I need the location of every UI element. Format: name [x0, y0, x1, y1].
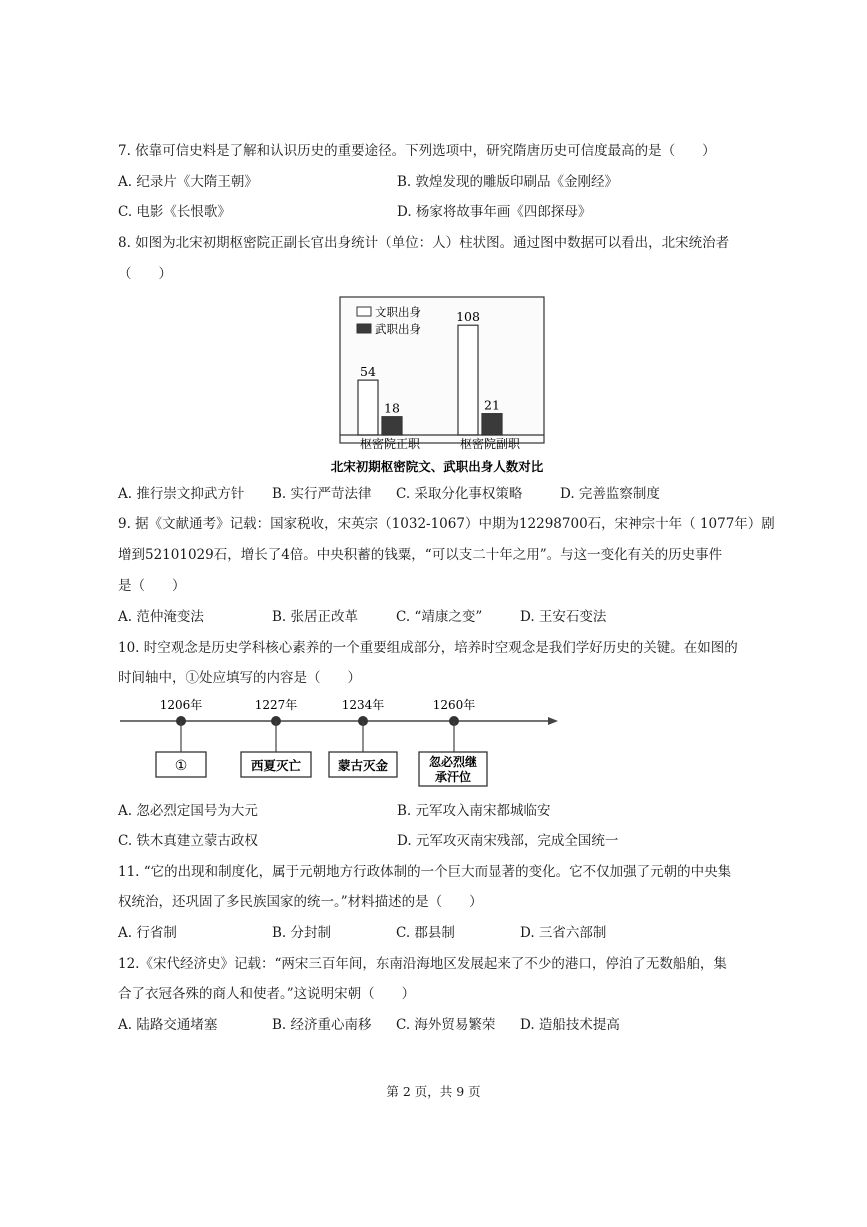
data-label-21: 21: [484, 397, 500, 413]
data-label-18: 18: [384, 400, 400, 416]
q9-stem-line2: 增到52101029石，增长了4倍。中央积蓄的钱粟，“可以支二十年之用”。与这一变化有关的历史事件: [118, 547, 723, 563]
q11-option-d: D. 三省六部制: [520, 925, 607, 941]
legend-label-military: 武职出身: [375, 322, 421, 336]
q12-option-c: C. 海外贸易繁荣: [396, 1017, 496, 1033]
q11-option-a: A. 行省制: [118, 925, 177, 941]
timeline: [118, 696, 564, 788]
q12-stem-line1: 12.《宋代经济史》记载：“两宋三百年间，东南沿海地区发展起来了不少的港口，停泊了无数船舶，集: [118, 956, 727, 972]
year-1227: 1227年: [254, 698, 298, 712]
q9-stem-line3: 是（ ）: [118, 578, 186, 594]
q10-stem-line1: 10. 时空观念是历史学科核心素养的一个重要组成部分，培养时空观念是我们学好历史的关键。在如图的: [118, 640, 738, 656]
timeline-svg: [118, 696, 564, 788]
year-1206: 1206年: [159, 698, 203, 712]
bar-civil-fuzhi: [458, 325, 478, 435]
q8-option-a: A. 推行崇文抑武方针: [118, 486, 245, 502]
q10-option-a: A. 忽必烈定国号为大元: [118, 803, 258, 819]
q7-stem: 7. 依靠可信史料是了解和认识历史的重要途径。下列选项中，研究隋唐历史可信度最高的是（ ）: [118, 143, 716, 159]
bar-civil-zhengzhi: [358, 380, 378, 435]
event-label-kublai-line2: 承汗位: [434, 770, 472, 784]
event-label-circle-1: ①: [174, 758, 188, 774]
q11-option-c: C. 郡县制: [396, 925, 455, 941]
event-label-kublai-line1: 忽必烈继: [428, 755, 478, 769]
page-footer: 第 2 页，共 9 页: [386, 1084, 481, 1099]
bar-military-fuzhi: [482, 414, 502, 435]
category-label-fuzhi: 枢密院副职: [459, 437, 521, 451]
q8-stem-line1: 8. 如图为北宋初期枢密院正副长官出身统计（单位：人）柱状图。通过图中数据可以看出，北宋统治者: [118, 235, 730, 251]
data-label-108: 108: [456, 309, 480, 325]
chart-caption: 北宋初期枢密院文、武职出身人数对比: [330, 459, 544, 474]
q12-option-d: D. 造船技术提高: [520, 1017, 620, 1033]
q8-option-d: D. 完善监察制度: [560, 486, 660, 502]
year-1260: 1260年: [432, 698, 476, 712]
bar-chart-svg: [312, 292, 562, 478]
year-1234: 1234年: [341, 698, 385, 712]
q7-option-c: C. 电影《长恨歌》: [118, 204, 231, 220]
q9-option-b: B. 张居正改革: [272, 609, 359, 625]
q10-stem-line2: 时间轴中，①处应填写的内容是（ ）: [118, 670, 361, 686]
q8-stem-line2: （ ）: [118, 266, 172, 282]
event-label-jin: 蒙古灭金: [337, 758, 389, 773]
q11-stem-line1: 11. “它的出现和制度化，属于元朝地方行政体制的一个巨大而显著的变化。它不仅加强了元朝的中央集: [118, 864, 732, 880]
q11-option-b: B. 分封制: [272, 925, 332, 941]
bar-chart: [312, 292, 562, 478]
q9-option-d: D. 王安石变法: [520, 609, 607, 625]
category-label-zhengzhi: 枢密院正职: [359, 437, 421, 451]
q12-option-b: B. 经济重心南移: [272, 1017, 372, 1033]
q9-stem-line1: 9. 据《文献通考》记载：国家税收，宋英宗（1032-1067）中期为12298700石，宋神宗十年（ 1077年）剧: [118, 516, 775, 532]
timeline-arrow-icon: [548, 717, 558, 725]
legend-swatch-civil: [357, 307, 371, 316]
legend-swatch-military: [357, 324, 371, 333]
data-label-54: 54: [360, 364, 376, 380]
bar-military-zhengzhi: [382, 417, 402, 435]
q11-stem-line2: 权统治，还巩固了多民族国家的统一。”材料描述的是（ ）: [118, 894, 483, 910]
q10-option-d: D. 元军攻灭南宋残部，完成全国统一: [397, 833, 619, 849]
event-label-xixia: 西夏灭亡: [250, 758, 302, 773]
q9-option-a: A. 范仲淹变法: [118, 609, 204, 625]
q7-option-b: B. 敦煌发现的雕版印刷品《金刚经》: [397, 174, 619, 190]
q7-option-d: D. 杨家将故事年画《四郎探母》: [397, 204, 592, 220]
q10-option-c: C. 铁木真建立蒙古政权: [118, 833, 258, 849]
q8-option-c: C. 采取分化事权策略: [396, 486, 523, 502]
q7-option-a: A. 纪录片《大隋王朝》: [118, 174, 258, 190]
q9-option-c: C. “靖康之变”: [396, 609, 483, 625]
q12-stem-line2: 合了衣冠各殊的商人和使者。”这说明宋朝（ ）: [118, 986, 416, 1002]
q8-option-b: B. 实行严苛法律: [272, 486, 372, 502]
q12-option-a: A. 陆路交通堵塞: [118, 1017, 218, 1033]
legend-label-civil: 文职出身: [375, 305, 421, 319]
q10-option-b: B. 元军攻入南宋都城临安: [397, 803, 551, 819]
